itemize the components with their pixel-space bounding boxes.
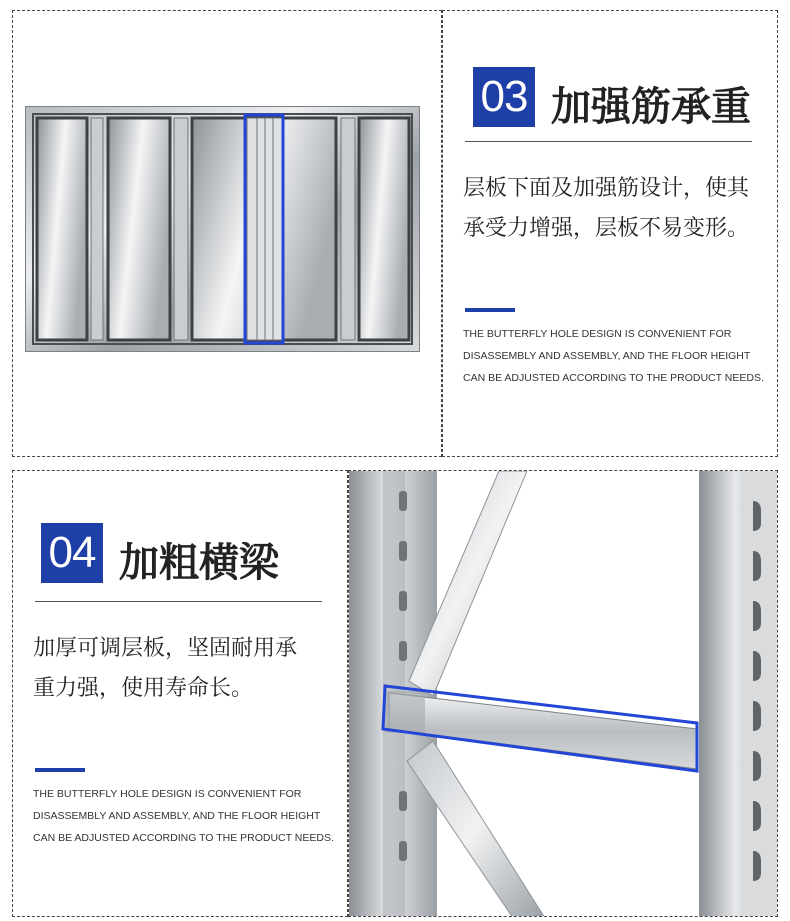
section-title: 加强筋承重 [551,84,751,130]
rib [341,118,355,340]
section-title: 加粗横梁 [119,540,279,586]
title-underline [35,601,322,602]
section-number-badge: 03 [473,67,535,127]
section-04-text-panel [12,470,348,917]
rack-beam-illustration [349,471,778,917]
rib [174,118,188,340]
shelf-panel-illustration [25,106,420,352]
accent-bar [465,308,515,312]
accent-bar [35,768,85,772]
section-03-text-panel [442,10,778,457]
description-cn: 层板下面及加强筋设计，使其承受力增强，层板不易变形。 [463,176,750,241]
panel-bay [37,118,87,340]
center-rib [247,118,283,340]
section-03-image-panel [12,10,442,457]
description-en: THE BUTTERFLY HOLE DESIGN IS CONVENIENT FOR DISASSEMBLY AND ASSEMBLY, AND THE FLOOR HEIGHT CAN BE ADJUSTED ACCORDING TO THE PRODUCT NEEDS. [463,328,764,384]
panel-bay [359,118,409,340]
rib [91,118,103,340]
section-number-badge: 04 [41,523,103,583]
title-underline [465,141,752,142]
panel-bay [108,118,170,340]
section-04-image-panel [348,470,778,917]
description-cn: 加厚可调层板，坚固耐用承重力强，使用寿命长。 [33,636,298,701]
description-en: THE BUTTERFLY HOLE DESIGN IS CONVENIENT FOR DISASSEMBLY AND ASSEMBLY, AND THE FLOOR HEIGHT CAN BE ADJUSTED ACCORDING TO THE PRODUCT NEEDS. [33,788,334,844]
